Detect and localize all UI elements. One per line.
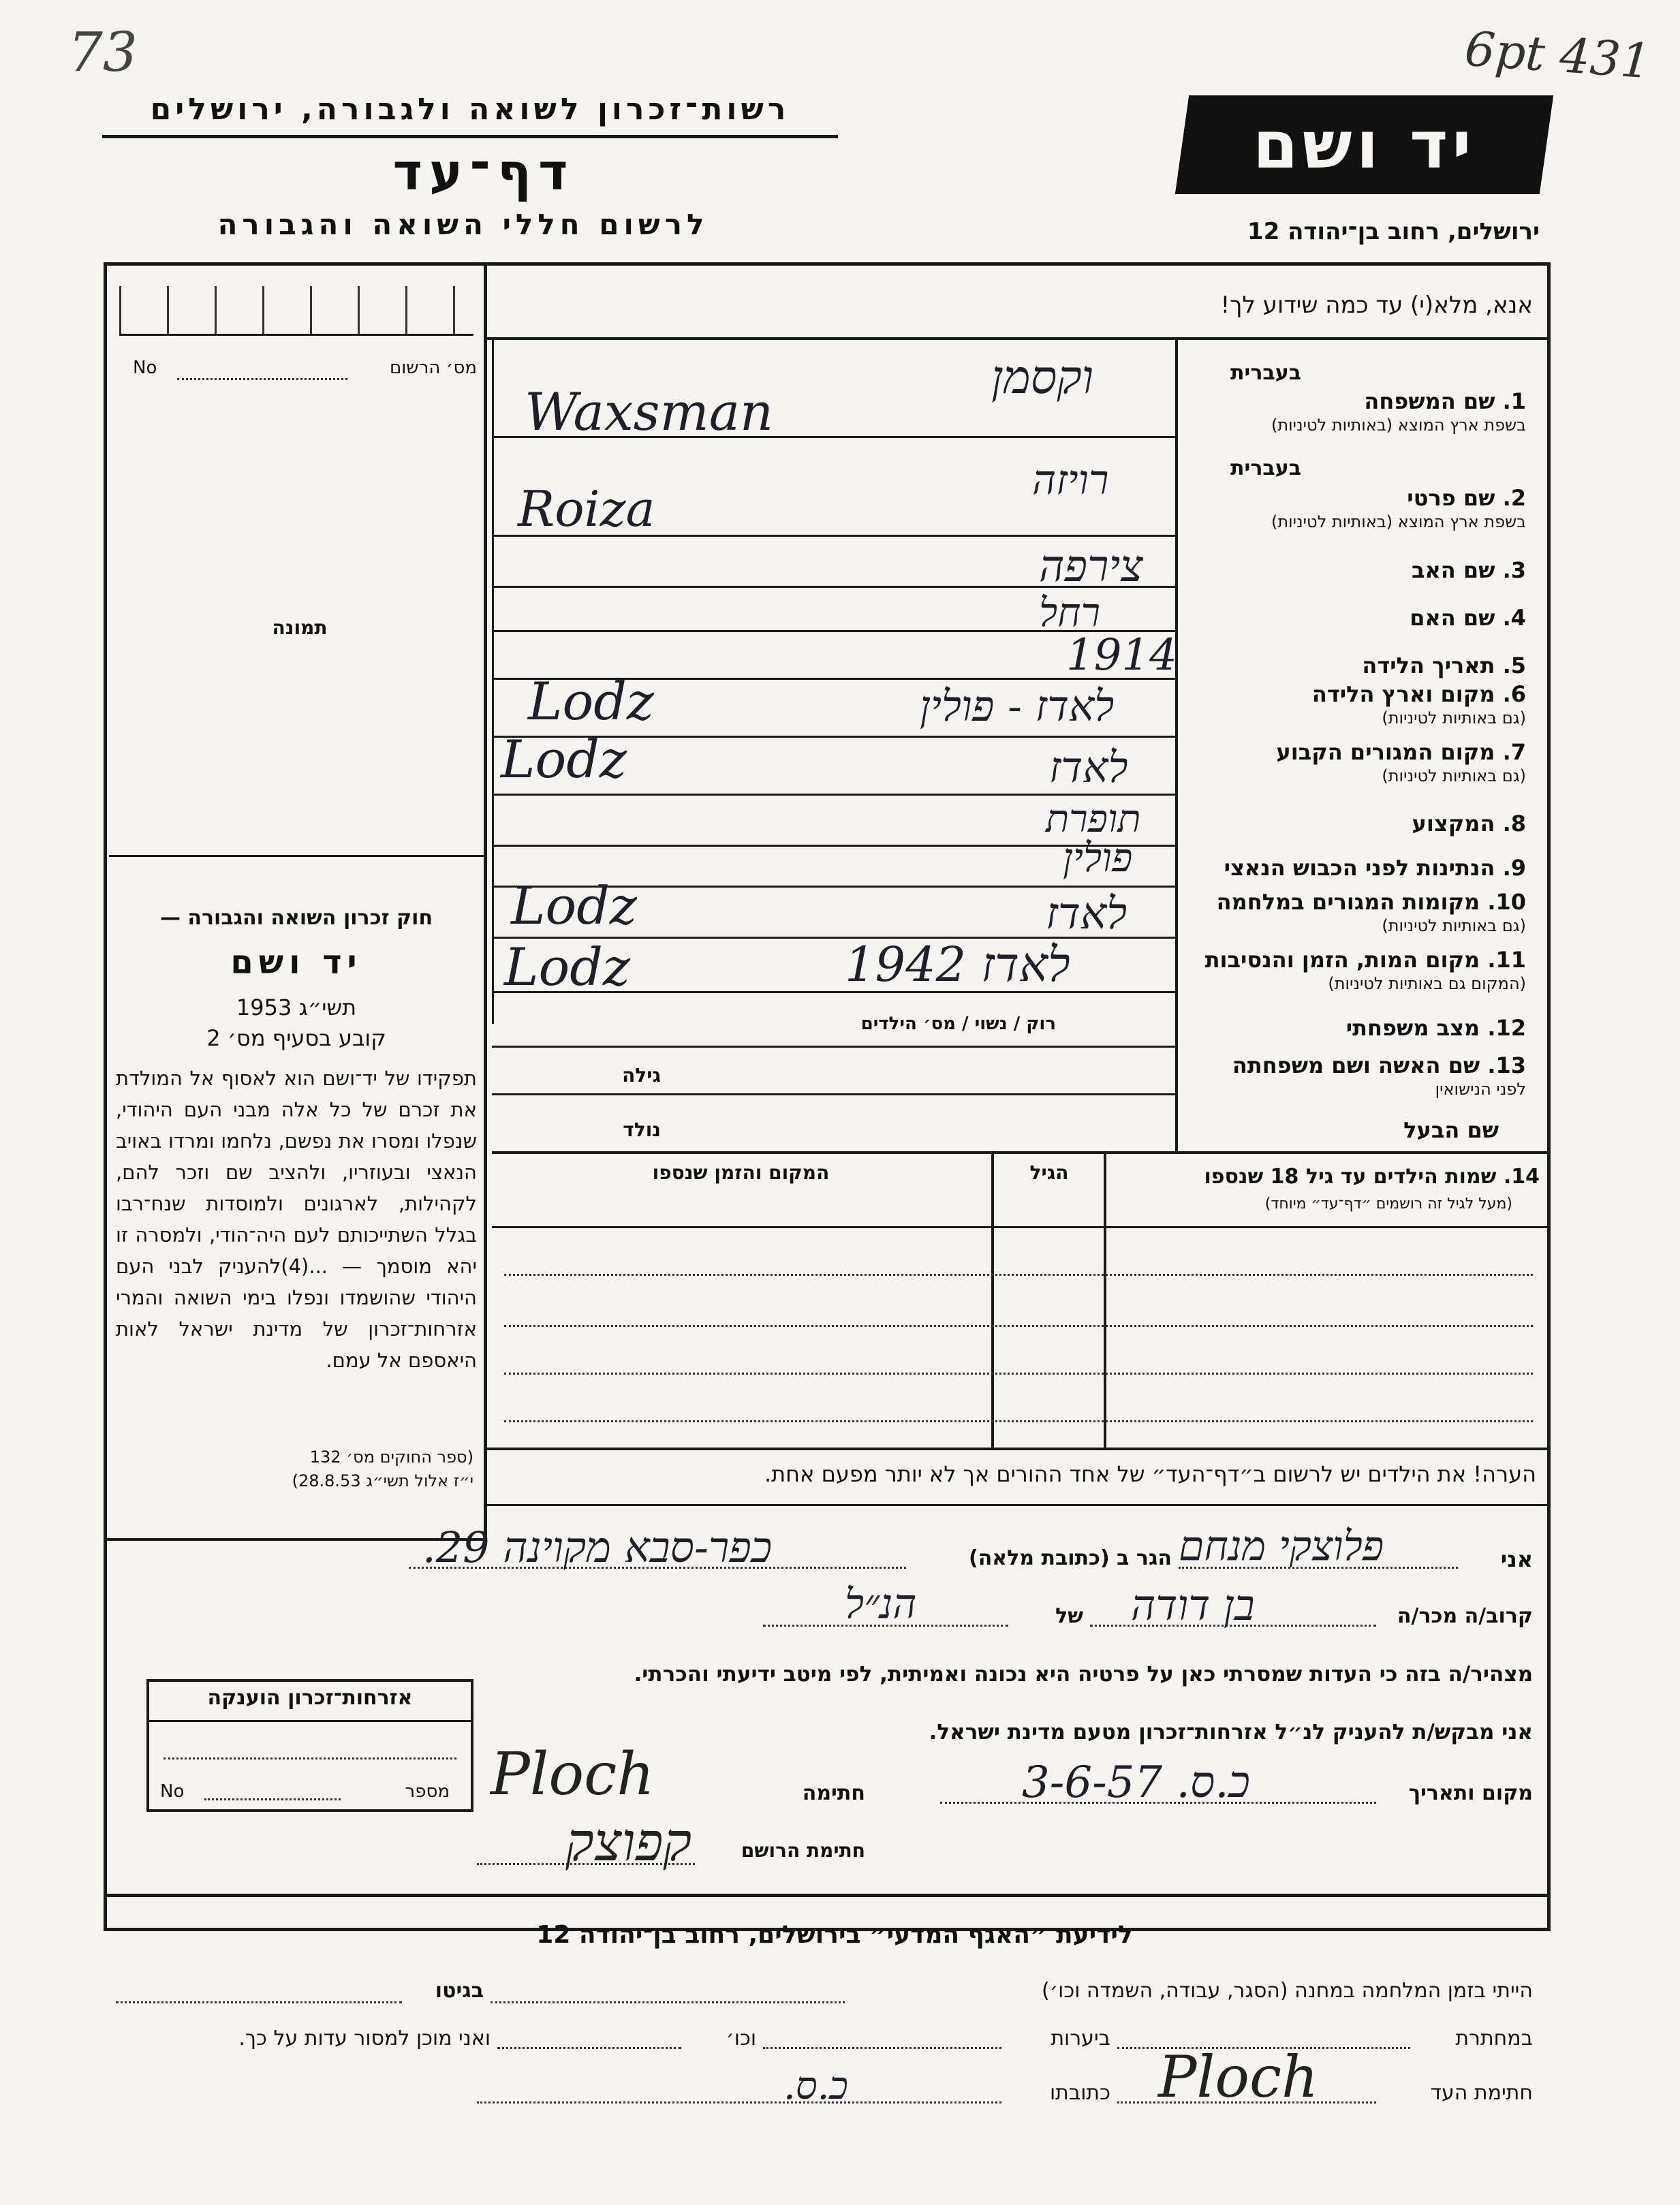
field-12-label: 12. מצב משפחתי (1345, 1015, 1526, 1041)
address: ירושלים, רחוב בן־יהודה 12 (1247, 218, 1540, 245)
children-sub: (מעל לגיל זה רושמים ״דף־עד״ מיוחד) (1264, 1195, 1512, 1213)
field-7-label: 7. מקום המגורים הקבוע (1276, 739, 1526, 765)
footer-line2-dots-c (497, 2047, 681, 2049)
decl-signature-label: חתימה (802, 1781, 865, 1805)
field-10-label: 10. מקומות המגורים במלחמה (1216, 889, 1526, 915)
decl-address-value: כפר-סבא מקוינה 29. (422, 1522, 773, 1572)
children-col-divider-2 (1104, 1154, 1106, 1450)
institution-name: רשות־זכרון לשואה ולגבורה, ירושלים (150, 92, 790, 127)
yad-vashem-logo (1175, 95, 1553, 194)
field-11-value-latin: Lodz (504, 937, 630, 997)
logo-text: יד ושם (1253, 106, 1476, 183)
children-place-header: המקום והזמן שנספו (652, 1161, 830, 1184)
field-5-label: 5. תאריך הלידה (1362, 653, 1526, 678)
footer-address-value: כ.ס. (783, 2064, 848, 2108)
footer-witness-sign-label: חתימת העד (1430, 2081, 1533, 2105)
field-11-label: 11. מקום המות, הזמן והנסיבות (1204, 947, 1526, 973)
citizenship-title: אזרחות־זכרון הוענקה (207, 1686, 413, 1710)
no-label: No (133, 358, 157, 378)
law-date: י״ז אלול תשי״ג 28.8.53) (292, 1471, 473, 1490)
citizenship-number-line (204, 1798, 341, 1800)
footer-line1-dots-b (116, 2001, 402, 2003)
citizenship-line (164, 1757, 456, 1760)
field-10-value-latin: Lodz (511, 875, 637, 936)
law-ref: (ספר החוקים מס׳ 132 (309, 1448, 473, 1467)
page-number-handwritten: 73 (68, 20, 138, 84)
decl-of-value: הנ״ל (845, 1580, 917, 1628)
field-12-options: רוק / נשוי / מס׳ הילדים (860, 1014, 1056, 1034)
footer-line2a: במחתרת (1455, 2027, 1533, 2050)
field-4-value: רחל (1039, 589, 1100, 636)
archive-number-handwritten: 6pt 431 (1463, 20, 1653, 90)
field-5-value: 1914 (1066, 630, 1177, 681)
decl-statement: מצהיר/ה בזה כי העדות שמסרתי כאן על פרטיה היא נכונה ואמיתית, לפי מיטב ידיעתי והכרתי. (634, 1662, 1533, 1687)
decl-of-label: של (1055, 1604, 1083, 1628)
citizenship-no-label: No (160, 1781, 185, 1802)
field-2-value-latin: Roiza (518, 480, 655, 537)
field-10-sub: (גם באותיות לטיניות) (1382, 916, 1526, 935)
registration-no-line (177, 378, 347, 380)
note: הערה! את הילדים יש לרשום ב״דף־העד״ של אחד ההורים אך לא יותר מפעם אחת. (764, 1461, 1536, 1487)
field-4-label: 4. שם האם (1410, 605, 1526, 631)
field-1-label: 1. שם המשפחה (1364, 388, 1526, 414)
decl-place-date-value: כ.ס. 3-6-57 (1022, 1757, 1250, 1808)
footer-line2c: וכו׳ (726, 2027, 756, 2050)
footer-signature: Ploch (1158, 2044, 1319, 2110)
photo-label: תמונה (272, 616, 328, 639)
children-age-header: הגיל (1029, 1161, 1069, 1184)
decl-recorder-value: קפוצק (565, 1812, 692, 1873)
field-6-sub: (גם באותיות לטיניות) (1382, 708, 1526, 728)
instruction-divider (487, 337, 1550, 340)
instruction: אנא, מלא(י) עד כמה שידוע לך! (1220, 292, 1533, 319)
decl-relation-value: בן דודה (1131, 1580, 1255, 1630)
law-clause: קובע בסעיף מס׳ 2 (206, 1025, 386, 1051)
field-2-label: 2. שם פרטי (1407, 485, 1526, 511)
field-6-label: 6. מקום וארץ הלידה (1311, 681, 1526, 707)
footer-line1: הייתי בזמן המלחמה במחנה (הסגר, עבודה, השמדה וכו׳) (1041, 1979, 1533, 2003)
field-8-value: תופרת (1046, 797, 1141, 841)
footer-address-label: כתובתו (1050, 2081, 1110, 2105)
decl-place-date-label: מקום ותאריך (1408, 1781, 1533, 1805)
wife-born-label: גילה (622, 1064, 661, 1086)
field-7-sub: (גם באותיות לטיניות) (1382, 766, 1526, 785)
field-2-value-hebrew: רויזה (1032, 456, 1109, 504)
side-panel-ticks (119, 286, 473, 334)
field-10-value-hebrew: לאדז (1046, 889, 1127, 939)
children-bottom-line (487, 1448, 1550, 1450)
field-3-label: 3. שם האב (1411, 557, 1526, 583)
children-label: 14. שמות הילדים עד גיל 18 שנספו (1204, 1165, 1540, 1189)
field-11-value-hebrew: לאדז 1942 (845, 937, 1070, 992)
footer-line2b: ביערות (1051, 2027, 1110, 2050)
decl-recorder-label: חתימת הרושם (741, 1839, 865, 1862)
side-ticks-bottom (119, 334, 473, 336)
field-1-sub: בשפת ארץ המוצא (באותיות לטיניות) (1271, 416, 1526, 435)
decl-relative-label: קרוב/ה מכר/ה (1397, 1604, 1533, 1628)
footer-line1-dots-a (491, 2001, 845, 2003)
field-1-value-latin: Waxsman (525, 381, 774, 442)
husband-born-label: נולד (623, 1119, 661, 1141)
decl-signature-value: Ploch (491, 1740, 655, 1809)
footer-line1-end: בגיטו (435, 1979, 484, 2003)
note-bottom-line (487, 1504, 1550, 1506)
registration-no-label: מס׳ הרשום (389, 358, 477, 378)
children-header-line (492, 1226, 1550, 1228)
footer-line2-dots-b (763, 2047, 1001, 2049)
institution-underline (102, 135, 838, 138)
husband-label: שם הבעל (1403, 1117, 1499, 1143)
field-9-label: 9. הנתינות לפני הכבוש הנאצי (1224, 855, 1526, 881)
field-8-label: 8. המקצוע (1412, 811, 1526, 836)
footer-title: לידיעת ״האגף המדעי״ בירושלים, רחוב בן־יהודה 12 (536, 1921, 1133, 1949)
field-7-value-latin: Lodz (501, 729, 627, 789)
field-9-value: פולין (1063, 834, 1133, 881)
value-column-divider (1175, 339, 1178, 1153)
decl-resides-label: הגר ב (כתובת מלאה) (968, 1546, 1172, 1570)
law-name: יד ושם (230, 943, 362, 982)
footer-address-dots (477, 2101, 1001, 2104)
side-panel-divider (484, 262, 487, 1539)
citizenship-number-label: מספר (405, 1781, 450, 1802)
form-subtitle: לרשום חללי השואה והגבורה (217, 208, 709, 241)
decl-i-label: אני (1500, 1546, 1533, 1572)
law-text: תפקידו של יד־ושם הוא לאסוף אל המולדת את זכרם של כל אלה מבני העם היהודי, שנפלו ומסרו את נפשם, נלחמו ומרדו באויב הנאצי ובעוזריו, ולהציב שם וזכר להם, לקהילות, לארגונים ולמוסדות שנח־רבו בגלל השתייכותם לעם היה־הודי, ולמסרה זו יהא מוסמך — ...(4)להעניק לבני העם היהודי שהושמדו ונפלו בימי השואה והמרי אזרחות־זכרון של מדינת ישראל לאות היאספם אל עמם. (116, 1067, 477, 1372)
field-11-sub: (המקום גם באותיות לטיניות) (1328, 974, 1526, 993)
decl-i-value: פלוצקי מנחם (1179, 1522, 1384, 1570)
law-title: חוק זכרון השואה והגבורה — (159, 906, 433, 930)
form-title: דף־עד (392, 143, 575, 202)
footer-top-line (104, 1894, 1551, 1897)
field-7-value-hebrew: לאדז (1049, 742, 1128, 792)
field-1-value-hebrew: וקסמן (991, 351, 1094, 405)
field-13-label: 13. שם האשה ושם משפחתה (1232, 1052, 1526, 1078)
field-1-tag: בעברית (1230, 361, 1301, 385)
field-2-sub: בשפת ארץ המוצא (באותיות לטיניות) (1271, 512, 1526, 531)
citizenship-title-line (146, 1720, 473, 1722)
field-2-tag: בעברית (1230, 456, 1301, 480)
value-column-left (492, 339, 494, 1024)
footer-line2d: ואני מוכן למסור עדות על כך. (238, 2027, 491, 2050)
field-13-sub: לפני הנישואין (1435, 1080, 1526, 1099)
field-6-value-hebrew: לאדז - פולין (920, 681, 1115, 731)
side-panel-separator (109, 855, 484, 857)
decl-request: אני מבקש/ת להעניק לנ״ל אזרחות־זכרון מטעם מדינת ישראל. (929, 1720, 1533, 1745)
children-col-divider-1 (991, 1154, 994, 1450)
law-year: תשי״ג 1953 (236, 995, 357, 1020)
field-3-value: צירפה (1039, 542, 1143, 592)
field-6-value-latin: Lodz (528, 671, 654, 732)
